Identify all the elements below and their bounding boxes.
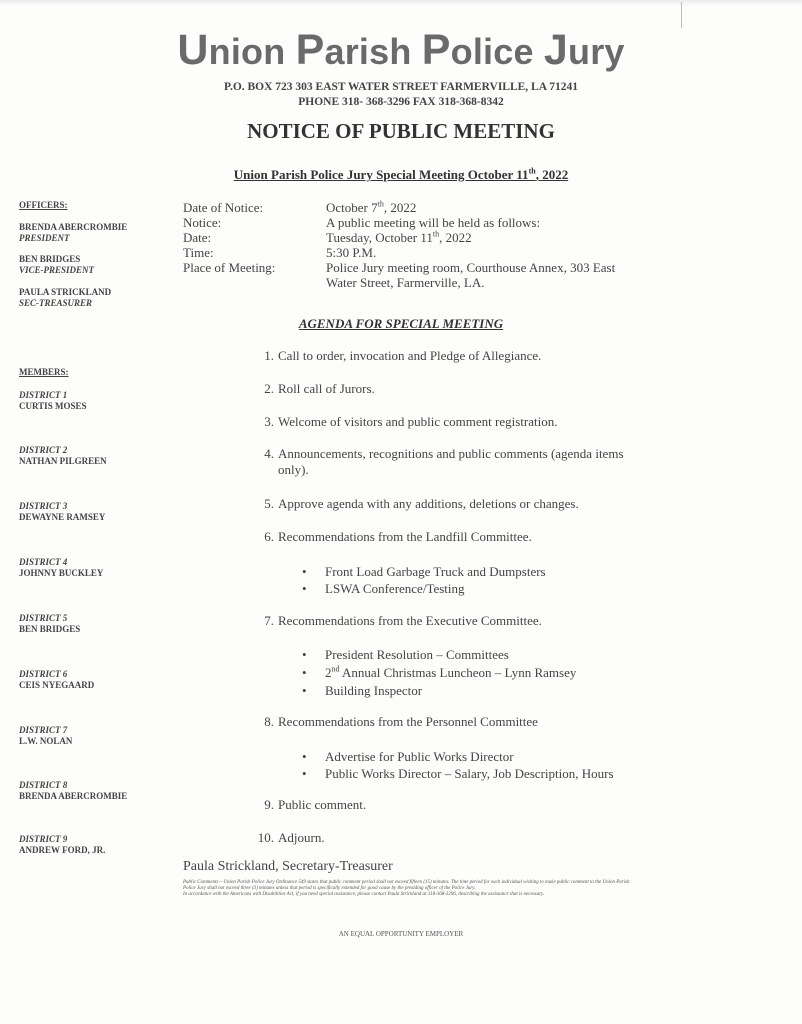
place-value: Police Jury meeting room, Courthouse Annex, 303 East Water Street, Farmerville, LA. [326, 260, 616, 290]
member-district-2: DISTRICT 2 NATHAN PILGREEN [19, 445, 107, 466]
scan-mark [681, 2, 682, 28]
member-district-1: DISTRICT 1 CURTIS MOSES [19, 390, 87, 411]
member-district-5: DISTRICT 5 BEN BRIDGES [19, 613, 81, 634]
address-block [0, 80, 802, 110]
member-district-3: DISTRICT 3 DEWAYNE RAMSEY [19, 501, 106, 522]
officers-heading: OFFICERS: [19, 200, 68, 210]
meeting-title: Union Parish Police Jury Special Meeting October 11th, 2022 [233, 166, 569, 182]
date-label: Date: [183, 230, 212, 245]
members-heading: MEMBERS: [19, 367, 69, 377]
notice-label: Notice: [183, 215, 222, 230]
member-district-9: DISTRICT 9 ANDREW FORD, JR. [19, 834, 106, 855]
ada-note: In accordance with the Americans with Disabilities Act, if you need special assistance, please contact Paula Strickland at 318-368-3296, describing the assistance that is necessary. [183, 892, 545, 897]
equal-opportunity-employer: AN EQUAL OPPORTUNITY EMPLOYER [338, 930, 464, 938]
officer-2: BEN BRIDGES VICE-PRESIDENT [19, 254, 95, 275]
signature-line: Paula Strickland, Secretary-Treasurer [183, 859, 393, 874]
address-line: P.O. BOX 723 303 EAST WATER STREET FARMERVILLE, LA 71241 [223, 81, 579, 93]
officer-3: PAULA STRICKLAND SEC-TREASURER [19, 287, 112, 308]
place-label: Place of Meeting: [183, 260, 276, 275]
meeting-info [183, 200, 631, 290]
public-comments-note: Public Comments – Union Parish Police Jury Ordinance 549 states that public comment period shall not exceed fifteen (15) minutes. The time period for each individual wishing to make public comment to the Union Parish Police Jury shall not exceed three (3) minutes unless that period is specifically extended for good cause by the presiding officer of the Police Jury. [183, 880, 630, 891]
member-district-8: DISTRICT 8 BRENDA ABERCROMBIE [19, 780, 128, 801]
date-of-notice-label: Date of Notice: [183, 200, 264, 215]
date-value: Tuesday, October 11th, 2022 [326, 229, 472, 245]
org-name: Union Parish Police Jury [177, 26, 625, 74]
officer-1: BRENDA ABERCROMBIE PRESIDENT [19, 222, 128, 243]
time-value: 5:30 P.M. [326, 245, 377, 260]
date-of-notice-value: October 7th, 2022 [326, 199, 417, 215]
phone-line: PHONE 318- 368-3296 FAX 318-368-8342 [298, 96, 504, 108]
member-district-7: DISTRICT 7 L.W. NOLAN [19, 725, 73, 746]
notice-value: A public meeting will be held as follows: [326, 215, 541, 230]
fine-print [183, 880, 643, 898]
member-district-4: DISTRICT 4 JOHNNY BUCKLEY [19, 557, 104, 578]
time-label: Time: [183, 245, 214, 260]
agenda-heading: AGENDA FOR SPECIAL MEETING [298, 316, 504, 331]
page-title: NOTICE OF PUBLIC MEETING [247, 119, 555, 143]
member-district-6: DISTRICT 6 CEIS NYEGAARD [19, 669, 95, 690]
